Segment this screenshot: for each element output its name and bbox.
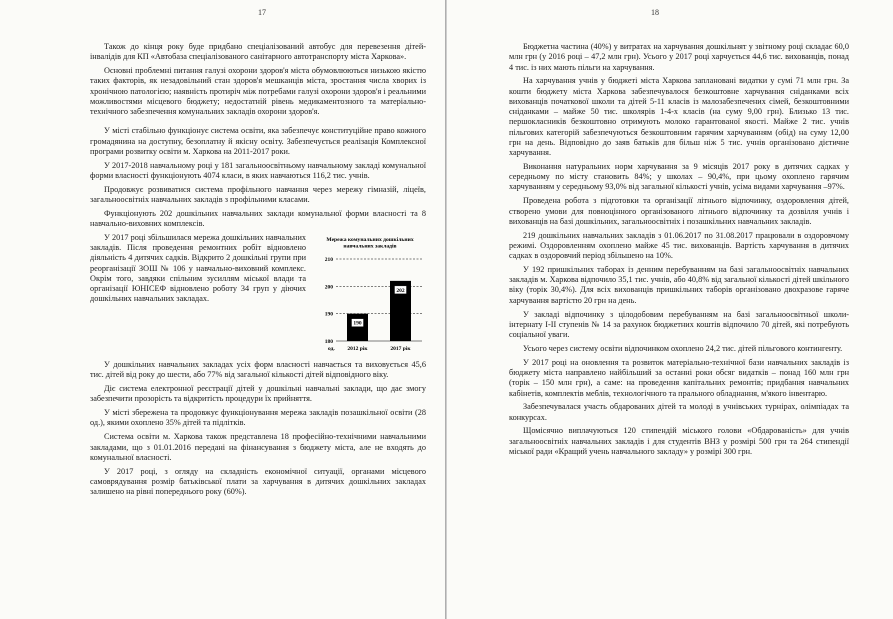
chart-x-unit-label: од. bbox=[328, 345, 335, 352]
paragraph: У 2017 році, з огляду на складність економічної ситуації, органами місцевого самоврядування розмір батьківської плати за харчування в дитячих дошкільних закладах залишено на рівні попереднього року (60%). bbox=[90, 466, 426, 497]
paragraph: Система освіти м. Харкова також представлена 18 професійно-технічними навчальними закладами, що з 01.01.2016 передані на фінансування з бюджету міста, але не входять до комунальної власності. bbox=[90, 432, 426, 462]
paragraph: Усього через систему освіти відпочинком охоплено 24,2 тис. дітей пільгового контингенту. bbox=[523, 343, 843, 353]
paragraph: У 2017 році на оновлення та розвиток матеріально-технічної бази навчальних закладів із бюджету міста направлено найбільший за останні роки обсяг видатків – понад 160 млн грн (торік – 150 млн грн), а саме: на проведення капітальних ремонтів; придбання навчальних кабінетів, комплектів меблів, технологічного та прального обладнання, м'якого інвентарю. bbox=[509, 357, 849, 398]
paragraph: Забезпечувалася участь обдарованих дітей та молоді в учнівських турнірах, олімпіадах та конкурсах. bbox=[509, 402, 849, 422]
page-number: 18 bbox=[651, 8, 659, 17]
paragraph: У закладі відпочинку з цілодобовим перебуванням на базі загальноосвітньої школи-інтернату І-ІІ ступенів № 14 за рахунок бюджетних коштів відпочило 70 дітей, які потребують соціальної уваги. bbox=[509, 309, 849, 340]
paragraph: Також до кінця року буде придбано спеціалізований автобус для перевезення дітей-інвалідів для КП «Автобаза спеціалізованого санітарного автотранспорту міста Харкова». bbox=[90, 42, 426, 62]
paragraph: На харчування учнів у бюджеті міста Харкова заплановані видатки у сумі 71 млн грн. За кошти бюджету міста Харкова забезпечувалося безкоштовне харчування сніданками всіх вихованців початкової школи та дітей 5-11 класів із малозабезпечених сімей, безкоштовними сніданками – майже 50 тис. школярів 1-4-х класів (на суму 9,00 грн). Близько 13 тис. першокласників безкоштовно отримують молоко гарантованої якості. Майже 2 тис. учнів пільгових категорій забезпечуються безкоштовним гарячим харчуванням (обід) на суму 12,00 грн на день. Відповідно до заяв батьків для більш ніж 5 тис. учнів організовано дієтичне харчування. bbox=[509, 76, 849, 158]
paragraph: У 2017-2018 навчальному році у 181 загальноосвітньому навчальному закладі комунальної форми власності функціонують 4074 класи, в яких навчаються 116,2 тис. учнів. bbox=[90, 160, 426, 180]
chart-svg bbox=[314, 233, 426, 356]
right-text-column bbox=[509, 42, 849, 461]
left-page bbox=[0, 0, 446, 619]
chart-bar bbox=[347, 314, 368, 341]
paragraph: Щомісячно виплачуються 120 стипендій міського голови «Обдарованість» для учнів загальноосвітніх навчальних закладів і для студентів ВНЗ у розмірі 500 грн та 264 стипендії міської ради «Кращий учень навчального закладу» у розмірі 300 грн. bbox=[509, 426, 849, 456]
chart-bars bbox=[347, 281, 411, 341]
paragraph: У місті стабільно функціонує система освіти, яка забезпечує конституційне право кожного громадянина на доступну, безоплатну й якісну освіту. Забезпечується реалізація Комплексної програми розвитку освіти м. Харкова на 2011-2017 роки. bbox=[90, 126, 426, 156]
page-number: 17 bbox=[258, 8, 266, 17]
paragraph: Виконання натуральних норм харчування за 9 місяців 2017 року в дитячих садках у середньому по місту становить 84%; у школах – 90,4%, при цьому охоплено гарячим харчуванням у середньому 93,0% від загальної кількості учнів, усіма видами харчування –97%. bbox=[509, 161, 849, 192]
chart-y-ticks bbox=[325, 257, 334, 345]
preschool-network-chart bbox=[314, 233, 426, 356]
paragraph: У 192 пришкільних таборах із денним перебуванням на базі загальноосвітніх навчальних закладів м. Харкова відпочило 35,1 тис. учнів, або 40,8% від загальної кількості дітей шкільного віку (торік 30,4%). Для всіх вихованців пришкільних таборів організовано двохразове гаряче харчування вартістю 20 грн на день. bbox=[509, 264, 849, 305]
paragraph: 219 дошкільних навчальних закладів з 01.06.2017 по 31.08.2017 працювали в оздоровчому режимі. Оздоровленням охоплено майже 45 тис. вихованців. Вартість харчування в дитячих садках в оздоровчий період збільшено на 10%. bbox=[509, 230, 849, 261]
chart-x-labels bbox=[347, 346, 411, 352]
chart-y-tick-label: 200 bbox=[324, 284, 333, 291]
paragraph: У 2017 році збільшилася мережа дошкільних навчальних закладів. Після проведення ремонтних робіт відновлено діяльність 4 дитячих садків. Відкрито 2 дошкільні групи при реорганізації ЗОШ № 106 у навчально-виховний комплекс. Окрім того, завдяки спільним зусиллям міської влади та організації ЮНІСЕФ відновлено роботу 34 груп у діючих дошкільних навчальних закладах. bbox=[90, 232, 306, 304]
chart-x-tick-label: 2017 рік bbox=[390, 345, 411, 352]
paragraph: У дошкільних навчальних закладах усіх форм власності навчається та виховується 45,6 тис. дітей від року до шести, або 77% від загальної кількості дітей відповідного віку. bbox=[90, 359, 426, 380]
paragraph: Основні проблемні питання галузі охорони здоров'я міста обумовлюються низькою якістю таких факторів, як незадовільний стан здоров'я мешканців міста, зростання числа хворих із хронічною патологією; наявність протиріч між потребами галузі охорони здоров'я і реальними можливостями місцевого бюджету; недостатній рівень медикаментозного та матеріально-технічного забезпечення комунальних закладів охорони здоров'я. bbox=[90, 66, 426, 117]
chart-y-tick-label: 190 bbox=[324, 311, 333, 318]
chart-title: Мережа комунальних дошкільних навчальних закладів bbox=[326, 236, 414, 250]
chart-x-tick-label: 2012 рік bbox=[347, 345, 368, 352]
paragraph: Діє система електронної реєстрації дітей у дошкільні навчальні заклади, що дає змогу забезпечити прозорість та відкритість процедури їх прийняття. bbox=[90, 384, 426, 404]
chart-data-label: 190 bbox=[353, 320, 362, 327]
chart-data-label: 202 bbox=[396, 287, 405, 294]
right-page bbox=[447, 0, 893, 619]
paragraph: Продовжує розвиватися система профільного навчання через мережу гімназій, ліцеїв, загальноосвітніх навчальних закладів з профільними класами. bbox=[90, 184, 426, 205]
paragraph: У місті збережена та продовжує функціонування мережа закладів позашкільної освіти (28 од.), якими охоплено 35% дітей та підлітків. bbox=[90, 408, 426, 428]
left-text-column bbox=[90, 42, 426, 501]
chart-y-tick-label: 180 bbox=[324, 338, 333, 345]
paragraph: Проведена робота з підготовки та організації літнього відпочинку, оздоровлення дітей, створено умови для повноцінного організованого літнього відпочинку та дозвілля учнів і вихованців на базі дошкільних, загальноосвітніх і позашкільних навчальних закладів. bbox=[509, 196, 849, 226]
paragraph: Бюджетна частина (40%) у витратах на харчування дошкільнят у звітному році складає 60,0 млн грн (у 2016 році – 47,2 млн грн). Усього у 2017 році харчується 44,6 тис. вихованців, понад 4 тис. із них мають пільги на харчування. bbox=[509, 42, 849, 72]
chart-y-tick-label: 210 bbox=[324, 256, 333, 263]
paragraph: Функціонують 202 дошкільних навчальних заклади комунальної форми власності та 8 навчально-виховних комплексів. bbox=[90, 208, 426, 229]
